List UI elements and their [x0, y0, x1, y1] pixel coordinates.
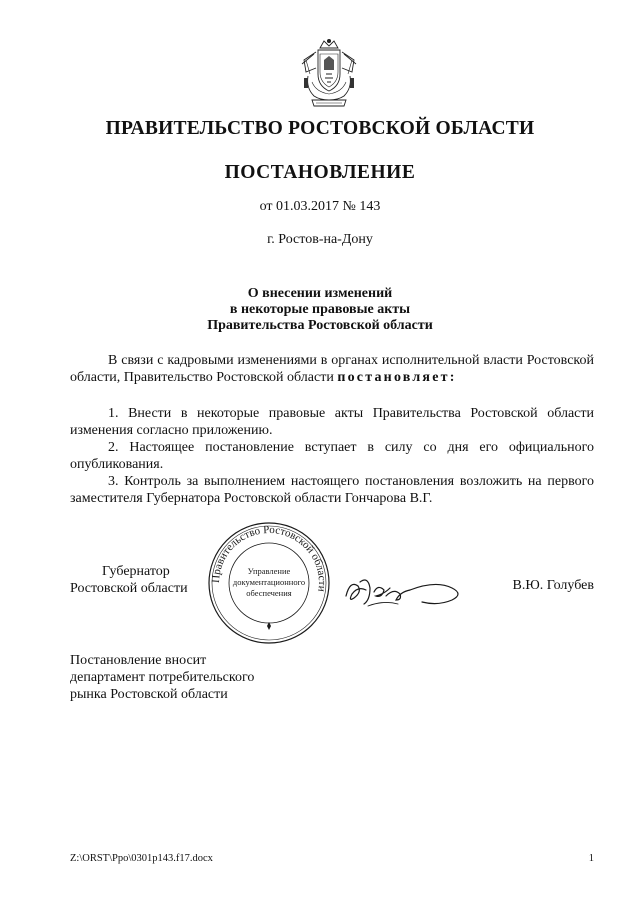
- decree-word: постановляет: [337, 370, 450, 385]
- stamp-inner-line-3: обеспечения: [246, 588, 292, 598]
- handwritten-signature: [340, 566, 470, 614]
- clause-1: 1. Внести в некоторые правовые акты Правительства Ростовской области изменения согласно приложению.: [70, 406, 594, 438]
- page-number: 1: [588, 853, 594, 864]
- clause-3: 3. Контроль за выполнением настоящего постановления возложить на первого заместителя Губернатора Ростовской области Гончарова В.Г.: [70, 474, 594, 506]
- position-line-1: Губернатор: [102, 564, 170, 579]
- document-city: г. Ростов-на-Дону: [267, 232, 373, 247]
- document-subject: [60, 286, 580, 334]
- file-path: Z:\ORST\Ppo\0301p143.f17.docx: [70, 853, 213, 864]
- document-date-number: от 01.03.2017 № 143: [259, 199, 381, 214]
- signer-position: [70, 563, 210, 597]
- subject-line-2: в некоторые правовые акты: [229, 302, 411, 317]
- preamble-paragraph: [70, 352, 594, 386]
- clauses-list: [70, 405, 594, 507]
- preamble-text: В связи с кадровыми изменениями в органах исполнительной власти Ростовской области, Правительство Ростовской области: [70, 353, 594, 385]
- position-line-2: Ростовской области: [70, 581, 188, 596]
- stamp-outer-textpath: Правительство Ростовской области: [209, 523, 329, 593]
- stamp-inner-line-2: документационного: [232, 577, 306, 587]
- official-stamp: [206, 520, 332, 646]
- subject-line-1: О внесении изменений: [247, 286, 393, 301]
- submitter-line-2: департамент потребительского: [70, 670, 255, 685]
- stamp-inner-line-1: Управление: [247, 566, 291, 576]
- clause-2: 2. Настоящее постановление вступает в силу со дня его официального опубликования.: [70, 440, 594, 472]
- subject-line-3: Правительства Ростовской области: [207, 318, 433, 333]
- submitter-line-3: рынка Ростовской области: [70, 687, 228, 702]
- signer-name: В.Ю. Голубев: [512, 578, 594, 593]
- coat-of-arms-emblem: [298, 38, 360, 110]
- government-title: ПРАВИТЕЛЬСТВО РОСТОВСКОЙ ОБЛАСТИ: [105, 118, 535, 139]
- preamble-colon: :: [449, 370, 457, 385]
- submitter-note: [70, 652, 370, 703]
- submitter-line-1: Постановление вносит: [70, 653, 207, 668]
- document-type: ПОСТАНОВЛЕНИЕ: [224, 162, 416, 183]
